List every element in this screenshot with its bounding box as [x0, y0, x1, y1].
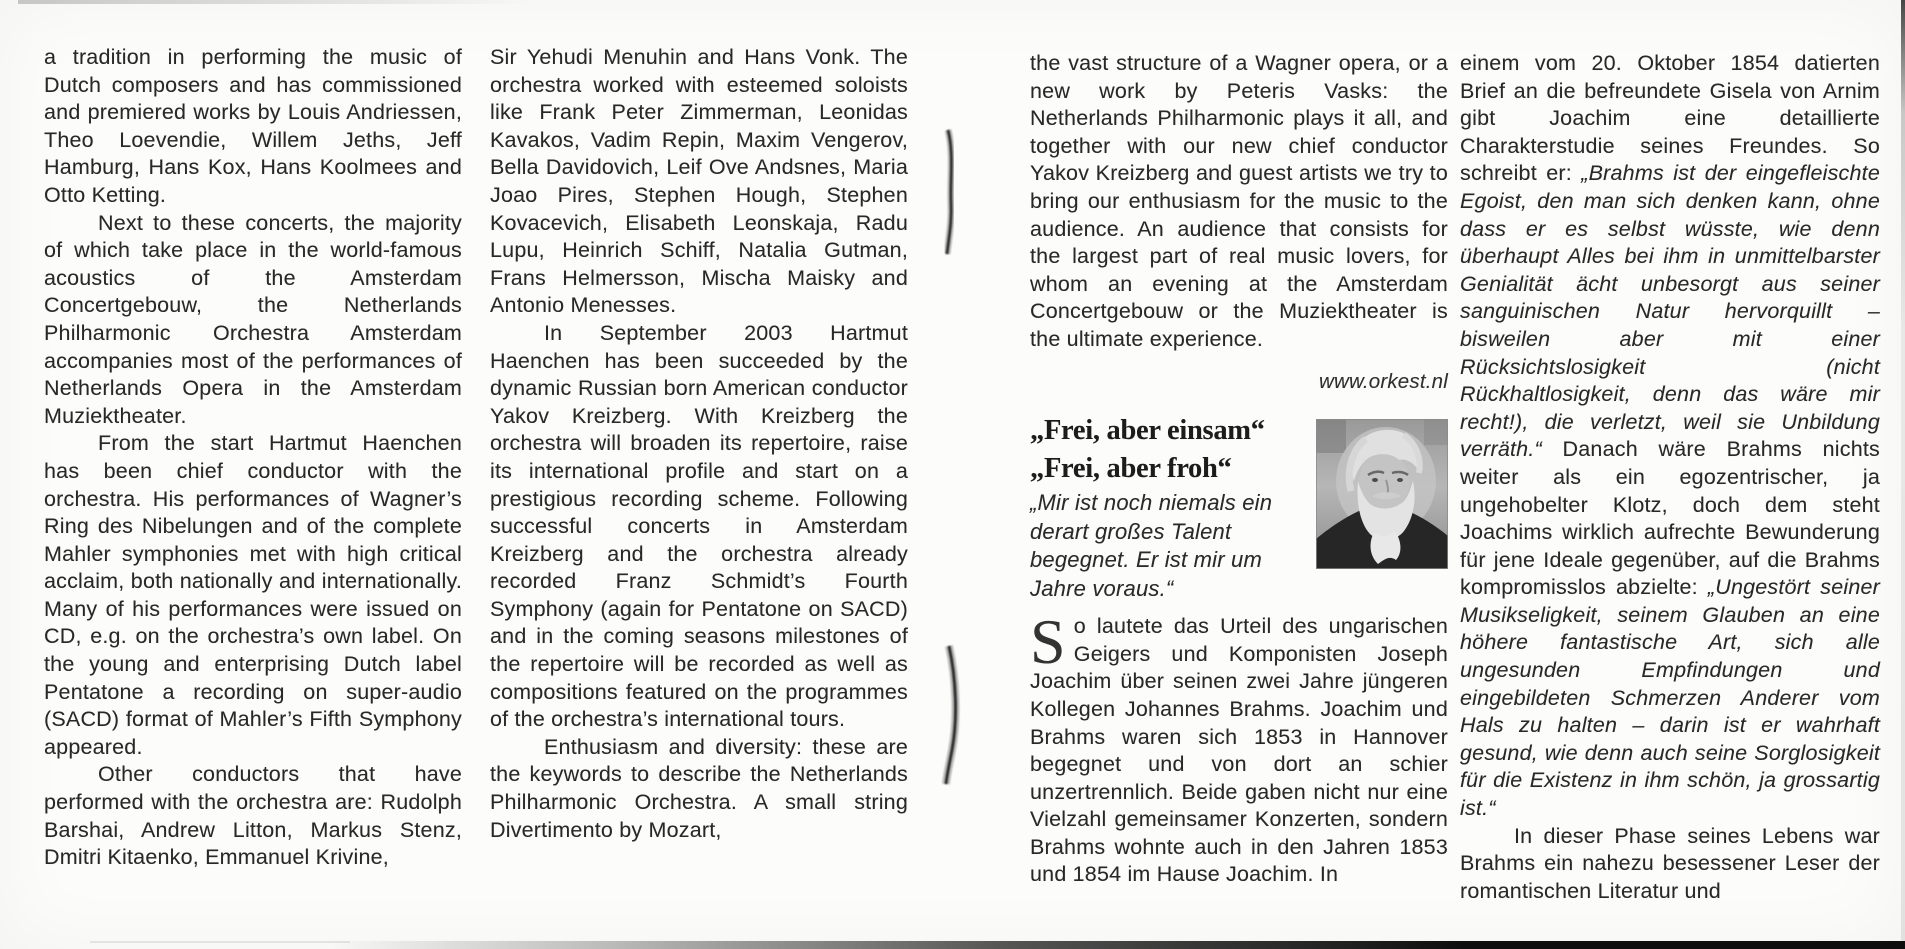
orchestra-website-text: www.orkest.nl — [1318, 369, 1448, 393]
text-column-4 — [1460, 50, 1880, 905]
feature-heading-line1: „Frei, aber einsam“ — [1030, 415, 1265, 447]
drop-cap: S — [1030, 606, 1066, 678]
text-column-2 — [490, 44, 908, 844]
spine-crease-marks — [933, 118, 967, 808]
paragraph: Enthusiasm and diversity: these are the keywords to describe the Netherlands Philharmonic Orchestra. A small string Divertimento by Mozart, — [490, 734, 908, 842]
feature-heading-line2: „Frei, aber froh“ — [1030, 453, 1232, 485]
paragraph: From the start Hartmut Haenchen has been chief conductor with the orchestra. His performances of Wagner’s Ring des Nibelungen and of the complete Mahler symphonies met with high critical acclaim, both nationally and internationally. Many of his performances were issued on CD, e.g. on the orchestra’s own label. On the young and enterprising Dutch label Pentatone a recording on super-audio (SACD) format of Mahler’s Fifth Symphony appeared. — [44, 431, 462, 759]
text-column-1 — [44, 44, 462, 872]
scan-edge-top — [18, 0, 533, 4]
paragraph-mixed: einem vom 20. Oktober 1854 datierten Brief an die befreundete Gisela von Arnim gibt Joachim eine detaillierte Charakterstudie seines Freundes. So schreibt er: „Brahms ist der eingefleischte Egoist, den man sich denken kann, ohne dass er es selbst wüsste, wie denn überhaupt Alles bei ihm in unmittelbarster Genialität ächt unbesorgt aus seiner sanguinischen Natur hervorquillt – bisweilen aber mit einer Rücksichtslosigkeit (nicht Rückhaltlosigkeit, denn das wäre mir recht!), die verletzt, weil sie Unbildung verräth.“ Danach wäre Brahms nichts weiter als ein egozentrischer, ja ungehobelter Klotz, doch dem steht Joachims wirklich aufrechte Bewunderung für jene Ideale gegenüber, auf die Brahms kompromisslos abzielte: „Ungestört seiner Musikseligkeit, seinem Glauben an eine höhere fantastische Art, sich alle ungesunden Empfindungen und eingebildeten Schmerzen Anderer vom Hals zu halten – darin ist er wahrhaft gesund, wie denn auch seine Sorglosigkeit für die Existenz in ihm schön, ja grossartig ist.“ — [1460, 51, 1880, 821]
scan-smudge-bottom-left — [90, 941, 350, 943]
paragraph: In September 2003 Hartmut Haenchen has been succeeded by the dynamic Russian born American conductor Yakov Kreizberg. With Kreizberg the orchestra will broaden its repertoire, raise its international profile and start on a prestigious recording scheme. Following successful concerts in Amsterdam Kreizberg and the orchestra already recorded Franz Schmidt’s Fourth Symphony (again for Pentatone on SACD) and in the coming seasons milestones of the repertoire will be recorded as well as compositions featured on the programmes of the orchestra’s international tours. — [490, 320, 908, 732]
paragraph: a tradition in performing the music of Dutch composers and has commissioned and premiered works by Louis Andriessen, Theo Loevendie, Willem Jeths, Jeff Hamburg, Hans Kox, Hans Koolmees and Otto Ketting. — [44, 45, 462, 207]
brahms-feature-block — [1030, 415, 1448, 613]
scan-edge-bottom — [330, 941, 1905, 949]
scan-edge-right — [1901, 0, 1905, 949]
paragraph-with-dropcap: So lautete das Urteil des ungarischen Geigers und Komponisten Joseph Joachim über seinen zwei Jahre jüngeren Kollegen Johannes Brahms. Joachim und Brahms waren sich 1853 in Hannover begegnet und von dort an schier unzertrennlich. Beide gaben nicht nur eine Vielzahl gemeinsamer Konzerten, sondern Brahms wohnte auch in den Jahren 1853 und 1854 im Hause Joachim. In — [1030, 606, 1448, 887]
paragraph: Next to these concerts, the majority of which take place in the world-famous acoustics of the Amsterdam Concertgebouw, the Netherlands Philharmonic Orchestra Amsterdam accompanies most of the performances of Netherlands Opera in the Amsterdam Muziektheater. — [44, 210, 462, 428]
paragraph: In dieser Phase seines Lebens war Brahms ein nahezu besessener Leser der romantischen Literatur und — [1460, 823, 1880, 903]
paragraph: Sir Yehudi Menuhin and Hans Vonk. The orchestra worked with esteemed soloists like Frank Peter Zimmerman, Leonidas Kavakos, Vadim Repin, Maxim Vengerov, Bella Davidovich, Leif Ove Andsnes, Maria Joao Pires, Stephen Hough, Stephen Kovacevich, Elisabeth Leonskaja, Radu Lupu, Heinrich Schiff, Natalia Gutman, Frans Helmersson, Mischa Maisky and Antonio Menesses. — [490, 45, 908, 318]
paragraph: Other conductors that have performed with the orchestra are: Rudolph Barshai, Andrew Litton, Markus Stenz, Dmitri Kitaenko, Emmanuel Krivine, — [44, 762, 462, 870]
joachim-quote: „Mir ist noch niemals ein derart großes Talent begegnet. Er ist mir um Jahre voraus.“ — [1030, 490, 1273, 601]
paragraph: the vast structure of a Wagner opera, or a new work by Peteris Vasks: the Netherlands Philharmonic plays it all, and together with our new chief conductor Yakov Kreizberg and guest artists we try to bring our enthusiasm for the music to the audience. An audience that consists for the largest part of real music lovers, for whom an evening at the Amsterdam Concertgebouw or the Muziektheater is the ultimate experience. — [1030, 51, 1448, 351]
text-column-3 — [1030, 50, 1448, 889]
brahms-portrait-photo — [1316, 419, 1448, 569]
